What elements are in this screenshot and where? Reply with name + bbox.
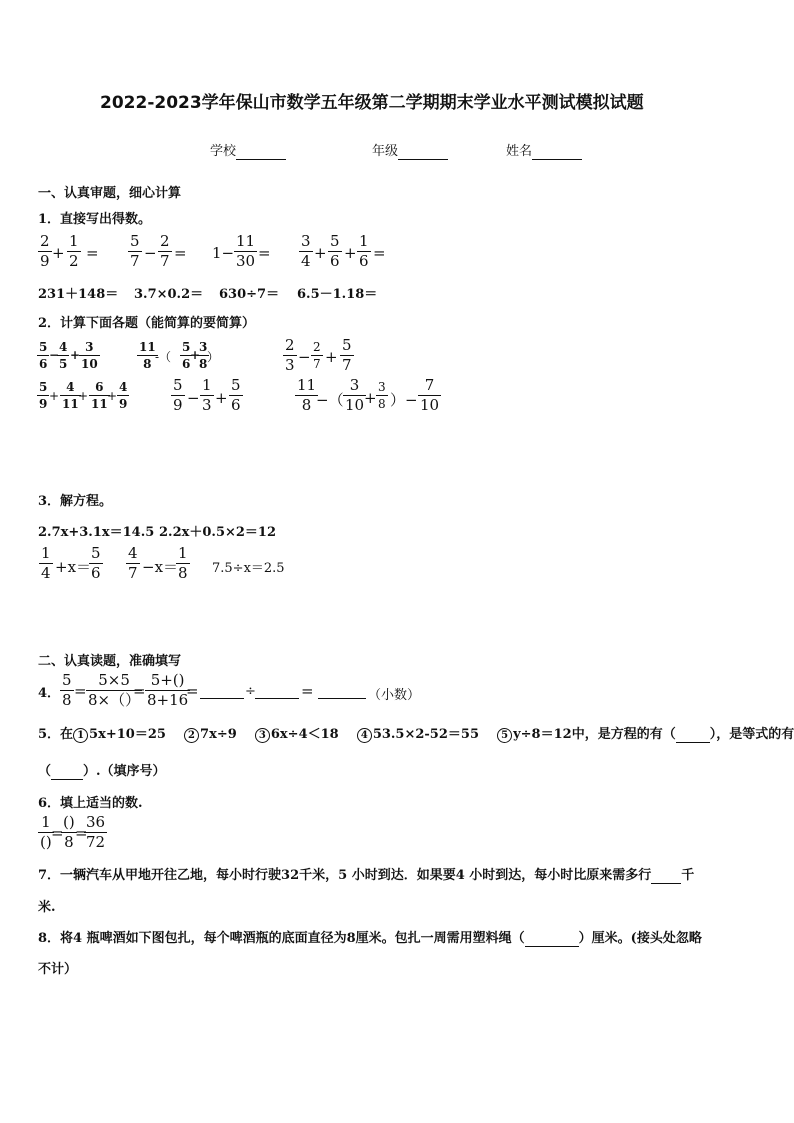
fraction: 5 6: [330, 232, 340, 270]
circled-number: 5: [497, 728, 512, 743]
answer-blank[interactable]: [651, 868, 681, 884]
equals: =: [258, 244, 271, 262]
answer-blank[interactable]: [676, 727, 710, 743]
fraction: 4 11: [62, 380, 79, 411]
fraction: 5 6: [39, 340, 48, 371]
grade-blank[interactable]: [398, 144, 448, 160]
grade-field[interactable]: [372, 140, 448, 160]
q8-text: 8．将4 瓶啤酒如下图包扎，每个啤酒瓶的底面直径为8厘米。包扎一周需用塑料绳（: [38, 931, 525, 946]
operator: +: [107, 389, 118, 403]
answer-blank[interactable]: [318, 684, 366, 699]
option-text: 5x+10＝25: [89, 727, 166, 742]
fraction: 5 6: [182, 340, 191, 371]
fraction: 1 (): [40, 813, 52, 851]
school-blank[interactable]: [236, 144, 286, 160]
operator: +: [49, 389, 60, 403]
fraction: 3 8: [378, 380, 386, 411]
answer-blank[interactable]: [525, 931, 579, 947]
name-field[interactable]: [506, 140, 582, 160]
fraction: 2 9: [40, 232, 50, 270]
fraction: 7 10: [420, 376, 440, 414]
fraction: 5 8: [62, 671, 72, 709]
q7-line2: 米.: [38, 900, 56, 915]
q8-line2: 不计）: [38, 962, 78, 977]
fraction: 11 8: [139, 340, 156, 371]
fraction: 3 8: [199, 340, 208, 371]
name-blank[interactable]: [532, 144, 582, 160]
q1-label: 1．直接写出得数。: [38, 212, 152, 227]
operator: +: [215, 389, 228, 407]
fraction: 3 10: [81, 340, 98, 371]
name-label: 姓名: [506, 144, 533, 159]
calc-item: 3.7×0.2＝: [134, 287, 204, 302]
q7-text: 7．一辆汽车从甲地开往乙地，每小时行驶32千米，5 小时到达．如果要4 小时到达，每小时比原来需多行: [38, 868, 652, 883]
fraction: 4 9: [119, 380, 128, 411]
school-field[interactable]: [210, 140, 286, 160]
fraction: 5 6: [91, 544, 101, 582]
hint-text: （小数）: [368, 688, 421, 703]
fraction: 1 2: [69, 232, 79, 270]
equals: =: [174, 244, 187, 262]
fraction: 2 7: [160, 232, 170, 270]
q8-tail: ）厘米。(接头处忽略: [578, 931, 702, 946]
fraction: 6 11: [91, 380, 108, 411]
section2-heading: 二、认真读题，准确填写: [38, 654, 182, 669]
operator: ）−: [390, 391, 418, 409]
answer-blank[interactable]: [255, 684, 299, 699]
equals: =: [86, 244, 99, 262]
operator: +: [70, 348, 81, 362]
q4-number: 4．: [38, 686, 61, 701]
section1-heading: 一、认真审题，细心计算: [38, 186, 182, 201]
operator: ）: [207, 350, 220, 364]
school-label: 学校: [210, 144, 237, 159]
equation: 7.5÷x＝2.5: [212, 561, 285, 576]
q2-label: 2．计算下面各题（能简算的要简算）: [38, 316, 256, 331]
q5-number: 5．在: [38, 727, 74, 742]
fraction: () 8: [63, 813, 75, 851]
grade-label: 年级: [372, 144, 399, 159]
option-text: 6x÷4＜18: [270, 727, 339, 742]
fraction: 5 9: [39, 380, 48, 411]
fraction: 4 7: [128, 544, 138, 582]
q5-line1: [38, 723, 794, 743]
fraction: 5 9: [173, 376, 183, 414]
leading-term: 1−: [212, 244, 235, 262]
fraction: 5+() 8+16: [147, 671, 189, 709]
fraction: 1 3: [202, 376, 212, 414]
operator: −（: [316, 391, 344, 409]
calc-item: 6.5－1.18＝: [297, 287, 378, 302]
equals: =: [74, 682, 87, 700]
fraction: 11 8: [297, 376, 317, 414]
q5-mid: 中，是方程的有（: [571, 727, 676, 742]
operator: +: [344, 244, 357, 262]
answer-blank[interactable]: [200, 684, 244, 699]
q5-line2: [38, 760, 166, 780]
operator: ÷: [245, 684, 256, 699]
operator: −: [187, 389, 200, 407]
q5-mid2: ），是等式的有: [709, 727, 794, 742]
equation: 2.2x＋0.5×2＝12: [159, 525, 277, 540]
fraction: 1 8: [178, 544, 188, 582]
fraction: 4 5: [59, 340, 68, 371]
fraction: 1 4: [41, 544, 51, 582]
equals: =: [301, 682, 314, 700]
equals: =: [75, 824, 88, 842]
q5-close: ）.（填序号）: [83, 764, 166, 779]
fraction: 1 6: [359, 232, 369, 270]
page-title: 2022-2023学年保山市数学五年级第二学期期末学业水平测试模拟试题: [100, 93, 644, 113]
operator: −: [144, 244, 157, 262]
circled-number: 4: [357, 728, 372, 743]
equals: =: [186, 682, 199, 700]
circled-number: 3: [255, 728, 270, 743]
fraction: 5 6: [231, 376, 241, 414]
operator: +x＝: [55, 558, 92, 576]
equals: =: [373, 244, 386, 262]
q7-unit: 千: [681, 868, 695, 883]
operator: −x＝: [142, 558, 179, 576]
equals: =: [133, 682, 146, 700]
equation: 2.7x+3.1x＝14.5: [38, 525, 155, 540]
circled-number: 1: [73, 728, 88, 743]
fraction: 5 7: [342, 336, 352, 374]
fraction: 3 10: [345, 376, 365, 414]
calc-item: 231＋148＝: [38, 287, 119, 302]
q6-label: 6．填上适当的数.: [38, 796, 143, 811]
operator: −: [298, 348, 311, 366]
operator: +: [314, 244, 327, 262]
calc-item: 630÷7＝: [219, 287, 280, 302]
equals: =: [51, 824, 64, 842]
operator: -（: [155, 350, 172, 364]
fraction: 36 72: [86, 813, 106, 851]
q7-line1: [38, 864, 694, 884]
q5-open: （: [38, 764, 52, 779]
q8-line1: [38, 927, 702, 947]
operator: −: [49, 348, 60, 362]
fraction: 11 30: [236, 232, 256, 270]
fraction: 2 7: [313, 340, 321, 371]
q3-label: 3．解方程。: [38, 494, 113, 509]
option-text: 7x÷9: [200, 727, 237, 742]
operator: +: [190, 348, 201, 362]
fraction: 5×5 8×（）: [88, 671, 141, 709]
operator: +: [78, 389, 89, 403]
option-text: 53.5×2-52＝55: [372, 727, 479, 742]
answer-blank[interactable]: [51, 764, 83, 780]
operator: +: [52, 244, 65, 262]
fraction: 5 7: [130, 232, 140, 270]
fraction: 2 3: [285, 336, 295, 374]
circled-number: 2: [184, 728, 199, 743]
fraction: 3 4: [301, 232, 311, 270]
operator: +: [364, 389, 377, 407]
operator: +: [325, 348, 338, 366]
option-text: y÷8＝12: [513, 727, 572, 742]
